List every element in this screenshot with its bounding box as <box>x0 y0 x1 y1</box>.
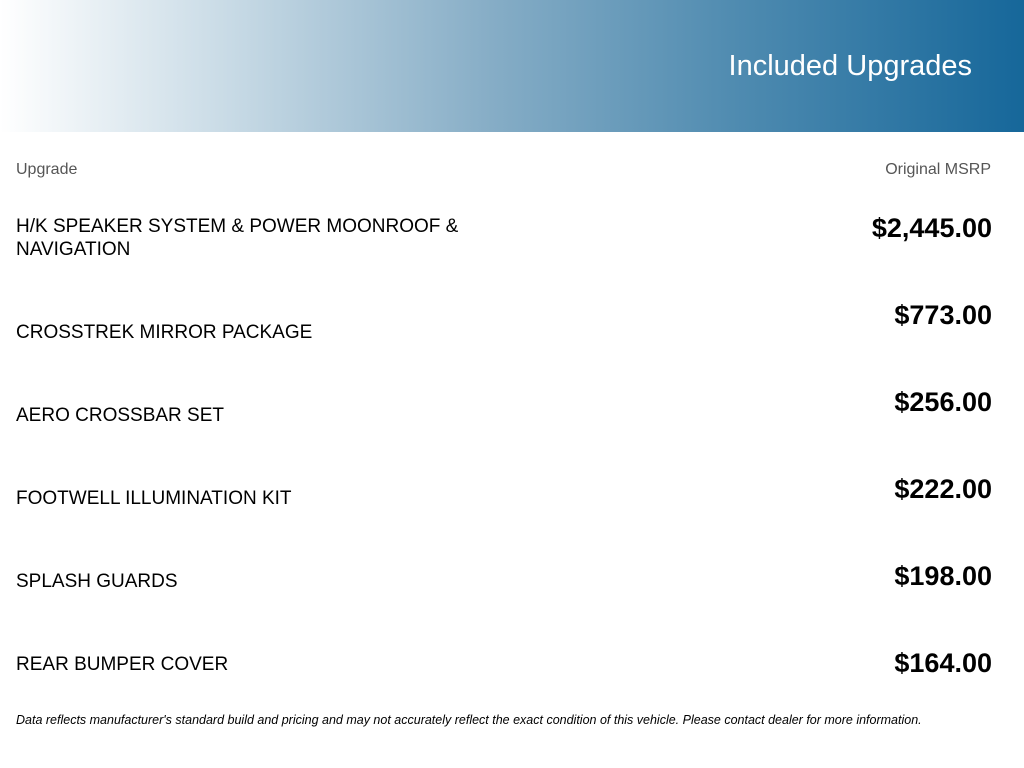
upgrade-name: SPLASH GUARDS <box>16 571 178 592</box>
upgrade-price: $222.00 <box>894 474 992 504</box>
disclaimer-text: Data reflects manufacturer's standard build and pricing and may not accurately reflect the exact condition of this vehicle. Please contact dealer for more information. <box>16 713 922 727</box>
upgrade-price: $2,445.00 <box>871 213 992 243</box>
upgrade-name: CROSSTREK MIRROR PACKAGE <box>16 322 313 343</box>
upgrade-row <box>16 648 992 698</box>
column-header-upgrade: Upgrade <box>16 161 78 178</box>
upgrade-name: AERO CROSSBAR SET <box>16 405 224 426</box>
upgrade-row <box>16 387 992 437</box>
upgrade-name: REAR BUMPER COVER <box>16 654 229 675</box>
header-banner <box>0 0 1024 132</box>
upgrade-name: H/K SPEAKER SYSTEM & POWER MOONROOF & NAVIGATION <box>16 216 459 260</box>
column-header-msrp: Original MSRP <box>885 161 991 178</box>
upgrade-row <box>16 300 992 350</box>
upgrade-price: $773.00 <box>894 300 992 330</box>
upgrade-row <box>16 213 992 273</box>
upgrade-price: $256.00 <box>894 387 992 417</box>
page-title: Included Upgrades <box>728 50 972 82</box>
upgrade-price: $164.00 <box>894 648 992 678</box>
upgrade-row <box>16 474 992 524</box>
upgrade-name: FOOTWELL ILLUMINATION KIT <box>16 488 292 509</box>
upgrade-price: $198.00 <box>894 561 992 591</box>
upgrade-row <box>16 561 992 611</box>
